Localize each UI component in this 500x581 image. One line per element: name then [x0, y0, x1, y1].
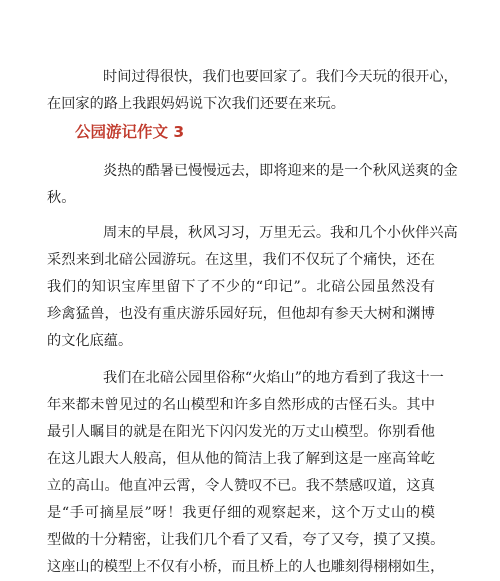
paragraph-line: 立的高山。他直冲云霄，令人赞叹不已。我不禁感叹道，这真	[47, 478, 435, 494]
paragraph-line: 的文化底蕴。	[47, 333, 133, 349]
paragraph-line: 最引人瞩目的就是在阳光下闪闪发光的万丈山模型。你别看他	[47, 424, 435, 440]
essay-heading: 公园游记作文 3	[75, 123, 185, 141]
paragraph-line: 我们在北碚公园里俗称“火焰山”的地方看到了我这十一	[103, 370, 444, 386]
paragraph-line: 型做的十分精密，让我们几个看了又看，夸了又夸，摸了又摸。	[47, 532, 445, 548]
paragraph-mountain-model	[47, 365, 445, 581]
paragraph-line: 珍禽猛兽，也没有重庆游乐园好玩，但他却有参天大树和渊博	[47, 306, 435, 322]
paragraph-line: 这座山的模型上不仅有小桥，而且桥上的人也雕刻得栩栩如生，	[47, 559, 445, 575]
paragraph-line: 是“手可摘星辰”呀！我更仔细的观察起来，这个万丈山的模	[47, 505, 435, 521]
paragraph-line: 在回家的路上我跟妈妈说下次我们还要在来玩。	[47, 96, 345, 112]
paragraph-line: 我们的知识宝库里留下了不少的“印记”。北碚公园虽然没有	[47, 279, 435, 295]
paragraph-line: 秋。	[47, 190, 76, 206]
paragraph-line: 采烈来到北碚公园游玩。在这里，我们不仅玩了个痛快，还在	[47, 252, 435, 268]
paragraph-line: 周末的早晨，秋风习习，万里无云。我和几个小伙伴兴高	[103, 225, 458, 241]
paragraph-line: 在这儿跟大人般高，但从他的简洁上我了解到这是一座高耸屹	[47, 451, 435, 467]
paragraph-intro	[47, 158, 458, 212]
paragraph-line: 年来都未曾见过的名山模型和许多自然形成的古怪石头。其中	[47, 397, 435, 413]
paragraph-line: 炎热的酷暑已慢慢远去，即将迎来的是一个秋风送爽的金	[103, 163, 458, 179]
paragraph-closing-previous-essay	[47, 64, 458, 118]
paragraph-line: 时间过得很快，我们也要回家了。我们今天玩的很开心，	[103, 69, 458, 85]
paragraph-weekend-visit	[47, 220, 458, 355]
